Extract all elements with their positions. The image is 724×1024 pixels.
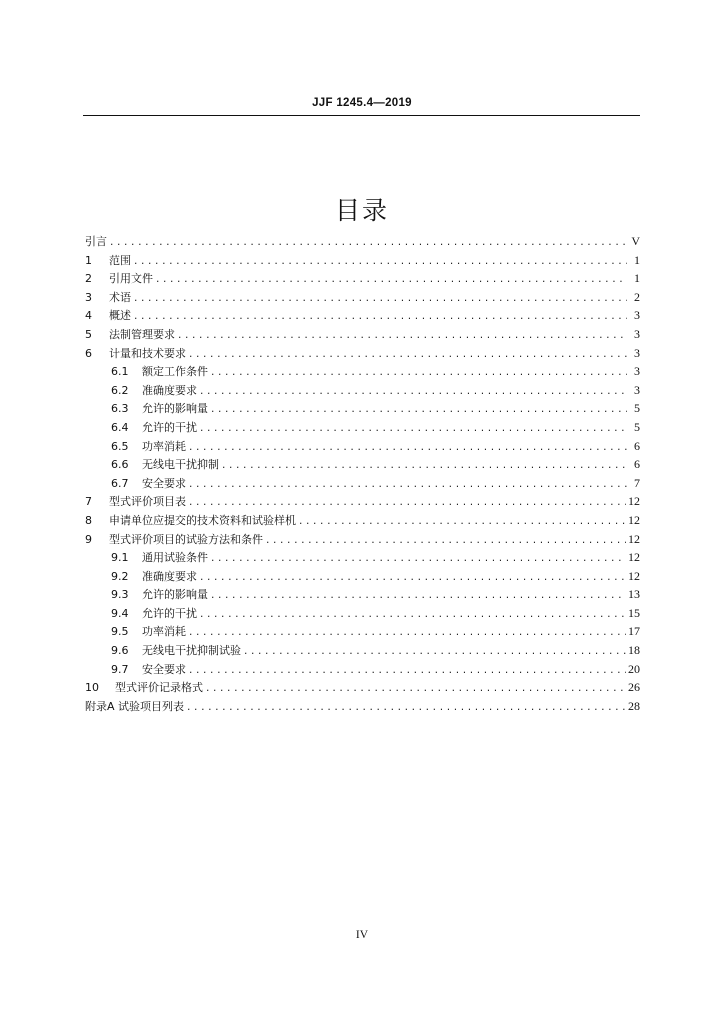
toc-entry-page: V [631, 234, 640, 248]
toc-entry-title: 功率消耗 [142, 439, 186, 453]
toc-entry-title: 引用文件 [109, 272, 153, 286]
toc-dot-leader [221, 457, 627, 476]
toc-entry-page: 3 [634, 345, 640, 360]
toc-dot-leader [210, 364, 627, 383]
toc-entry-page: 1 [634, 252, 640, 267]
toc-entry-6-2[interactable] [85, 381, 640, 400]
toc-entry-number: 5 [85, 327, 92, 341]
toc-entry-page: 20 [628, 661, 640, 676]
toc-entry-page: 26 [628, 680, 640, 695]
toc-entry-number: 7 [85, 495, 92, 509]
toc-dot-leader [177, 327, 627, 346]
toc-entry-number: 6.6 [111, 458, 129, 472]
toc-entry-number: 6.7 [111, 476, 129, 490]
toc-entry-9-3[interactable] [85, 585, 640, 604]
toc-dot-leader [109, 234, 627, 253]
toc-dot-leader [199, 420, 627, 439]
toc-entry-title: 允许的影响量 [142, 402, 208, 416]
toc-entry-number: 6 [85, 346, 92, 360]
toc-dot-leader [188, 476, 627, 495]
toc-entry-number: 4 [85, 309, 92, 323]
toc-entry-number: 6.1 [111, 365, 129, 379]
toc-entry-number: 9.3 [111, 588, 129, 602]
toc-entry-page: 12 [628, 550, 640, 565]
toc-entry-6-5[interactable] [85, 437, 640, 456]
toc-entry-6-1[interactable] [85, 362, 640, 381]
toc-dot-leader [188, 624, 626, 643]
toc-dot-leader [133, 290, 627, 309]
toc-entry-title: 附录A 试验项目列表 [85, 699, 185, 713]
toc-dot-leader [188, 662, 626, 681]
toc-entry-number: 9.2 [111, 569, 129, 583]
toc-entry-title: 型式评价项目的试验方法和条件 [109, 532, 263, 546]
toc-dot-leader [243, 643, 626, 662]
toc-entry-title: 无线电干扰抑制 [142, 458, 219, 472]
toc-entry-title: 无线电干扰抑制试验 [142, 644, 241, 658]
toc-entry-number: 6.2 [111, 383, 129, 397]
toc-dot-leader [188, 439, 627, 458]
toc-entry-6[interactable] [85, 344, 640, 363]
page-number: IV [355, 929, 369, 941]
toc-entry-title: 安全要求 [142, 476, 186, 490]
toc-entry-10[interactable] [85, 678, 640, 697]
page-title: 目录 [334, 196, 389, 225]
toc-entry-4[interactable] [85, 306, 640, 325]
toc-entry-9-2[interactable] [85, 567, 640, 586]
document-code: JJF 1245.4—2019 [312, 97, 412, 109]
toc-entry-title: 概述 [109, 309, 131, 323]
toc-dot-leader [210, 550, 626, 569]
toc-dot-leader [298, 513, 626, 532]
toc-entry-title: 法制管理要求 [109, 327, 175, 341]
toc-entry-title: 计量和技术要求 [109, 346, 186, 360]
toc-entry-page: 5 [634, 401, 640, 416]
toc-entry-title: 允许的干扰 [142, 606, 197, 620]
toc-entry-number: 9.6 [111, 644, 129, 658]
toc-entry-number: 9 [85, 532, 92, 546]
toc-dot-leader [133, 308, 627, 327]
toc-entry-page: 5 [634, 419, 640, 434]
toc-entry-title: 允许的影响量 [142, 588, 208, 602]
toc-entry-page: 3 [634, 382, 640, 397]
toc-entry-number: 9.5 [111, 625, 129, 639]
toc-entry-9-7[interactable] [85, 660, 640, 679]
toc-entry-page: 12 [628, 568, 640, 583]
toc-entry-title: 功率消耗 [142, 625, 186, 639]
toc-entry-page: 6 [634, 438, 640, 453]
toc-entry-page: 12 [628, 512, 640, 527]
toc-dot-leader [210, 401, 627, 420]
toc-entry-number: 9.1 [111, 551, 129, 565]
toc-entry-page: 6 [634, 457, 640, 472]
toc-entry-title: 额定工作条件 [142, 365, 208, 379]
toc-entry-title: 型式评价记录格式 [115, 681, 203, 695]
toc-entry-number: 3 [85, 290, 92, 304]
toc-dot-leader [188, 346, 627, 365]
toc-entry-1[interactable] [85, 251, 640, 270]
toc-entry-3[interactable] [85, 288, 640, 307]
toc-entry-6-7[interactable] [85, 474, 640, 493]
toc-entry-title: 允许的干扰 [142, 420, 197, 434]
toc-entry-foreword[interactable] [85, 232, 640, 251]
toc-entry-title: 通用试验条件 [142, 551, 208, 565]
toc-entry-5[interactable] [85, 325, 640, 344]
toc-entry-title: 术语 [109, 290, 131, 304]
toc-entry-appendix-a[interactable] [85, 697, 640, 716]
toc-dot-leader [265, 532, 626, 551]
toc-entry-title: 准确度要求 [142, 569, 197, 583]
toc-entry-page: 7 [634, 475, 640, 490]
toc-entry-number: 6.3 [111, 402, 129, 416]
toc-entry-title: 范围 [109, 253, 131, 267]
toc-entry-number: 1 [85, 253, 92, 267]
toc-entry-6-4[interactable] [85, 418, 640, 437]
toc-entry-page: 2 [634, 289, 640, 304]
toc-dot-leader [186, 699, 626, 718]
toc-entry-6-6[interactable] [85, 455, 640, 474]
toc-dot-leader [133, 253, 627, 272]
toc-entry-page: 1 [634, 271, 640, 286]
toc-entry-page: 3 [634, 364, 640, 379]
table-of-contents [85, 232, 640, 715]
toc-dot-leader [188, 494, 626, 513]
toc-entry-9-5[interactable] [85, 622, 640, 641]
toc-entry-9-1[interactable] [85, 548, 640, 567]
toc-entry-9-4[interactable] [85, 604, 640, 623]
toc-dot-leader [199, 606, 626, 625]
toc-entry-page: 12 [628, 531, 640, 546]
toc-entry-title: 安全要求 [142, 662, 186, 676]
toc-entry-page: 18 [628, 643, 640, 658]
toc-entry-title: 申请单位应提交的技术资料和试验样机 [109, 513, 296, 527]
toc-entry-page: 13 [628, 587, 640, 602]
toc-entry-page: 17 [628, 624, 640, 639]
toc-entry-title: 引言 [85, 235, 107, 248]
toc-entry-number: 8 [85, 513, 92, 527]
toc-entry-7[interactable] [85, 492, 640, 511]
toc-entry-page: 12 [628, 494, 640, 509]
toc-entry-title: 型式评价项目表 [109, 495, 186, 509]
toc-entry-6-3[interactable] [85, 399, 640, 418]
toc-entry-number: 6.5 [111, 439, 129, 453]
toc-entry-title: 准确度要求 [142, 383, 197, 397]
toc-entry-2[interactable] [85, 269, 640, 288]
toc-dot-leader [199, 383, 627, 402]
toc-dot-leader [155, 271, 627, 290]
toc-entry-number: 6.4 [111, 420, 129, 434]
toc-entry-9-6[interactable] [85, 641, 640, 660]
toc-entry-number: 9.4 [111, 606, 129, 620]
toc-entry-page: 15 [628, 605, 640, 620]
toc-dot-leader [210, 587, 626, 606]
toc-entry-9[interactable] [85, 530, 640, 549]
toc-entry-8[interactable] [85, 511, 640, 530]
toc-dot-leader [205, 680, 626, 699]
toc-entry-page: 3 [634, 326, 640, 341]
toc-entry-number: 2 [85, 272, 92, 286]
toc-entry-page: 28 [628, 698, 640, 713]
toc-entry-number: 9.7 [111, 662, 129, 676]
header-rule [83, 115, 640, 116]
toc-entry-page: 3 [634, 308, 640, 323]
toc-dot-leader [199, 569, 626, 588]
toc-entry-number: 10 [85, 681, 99, 695]
